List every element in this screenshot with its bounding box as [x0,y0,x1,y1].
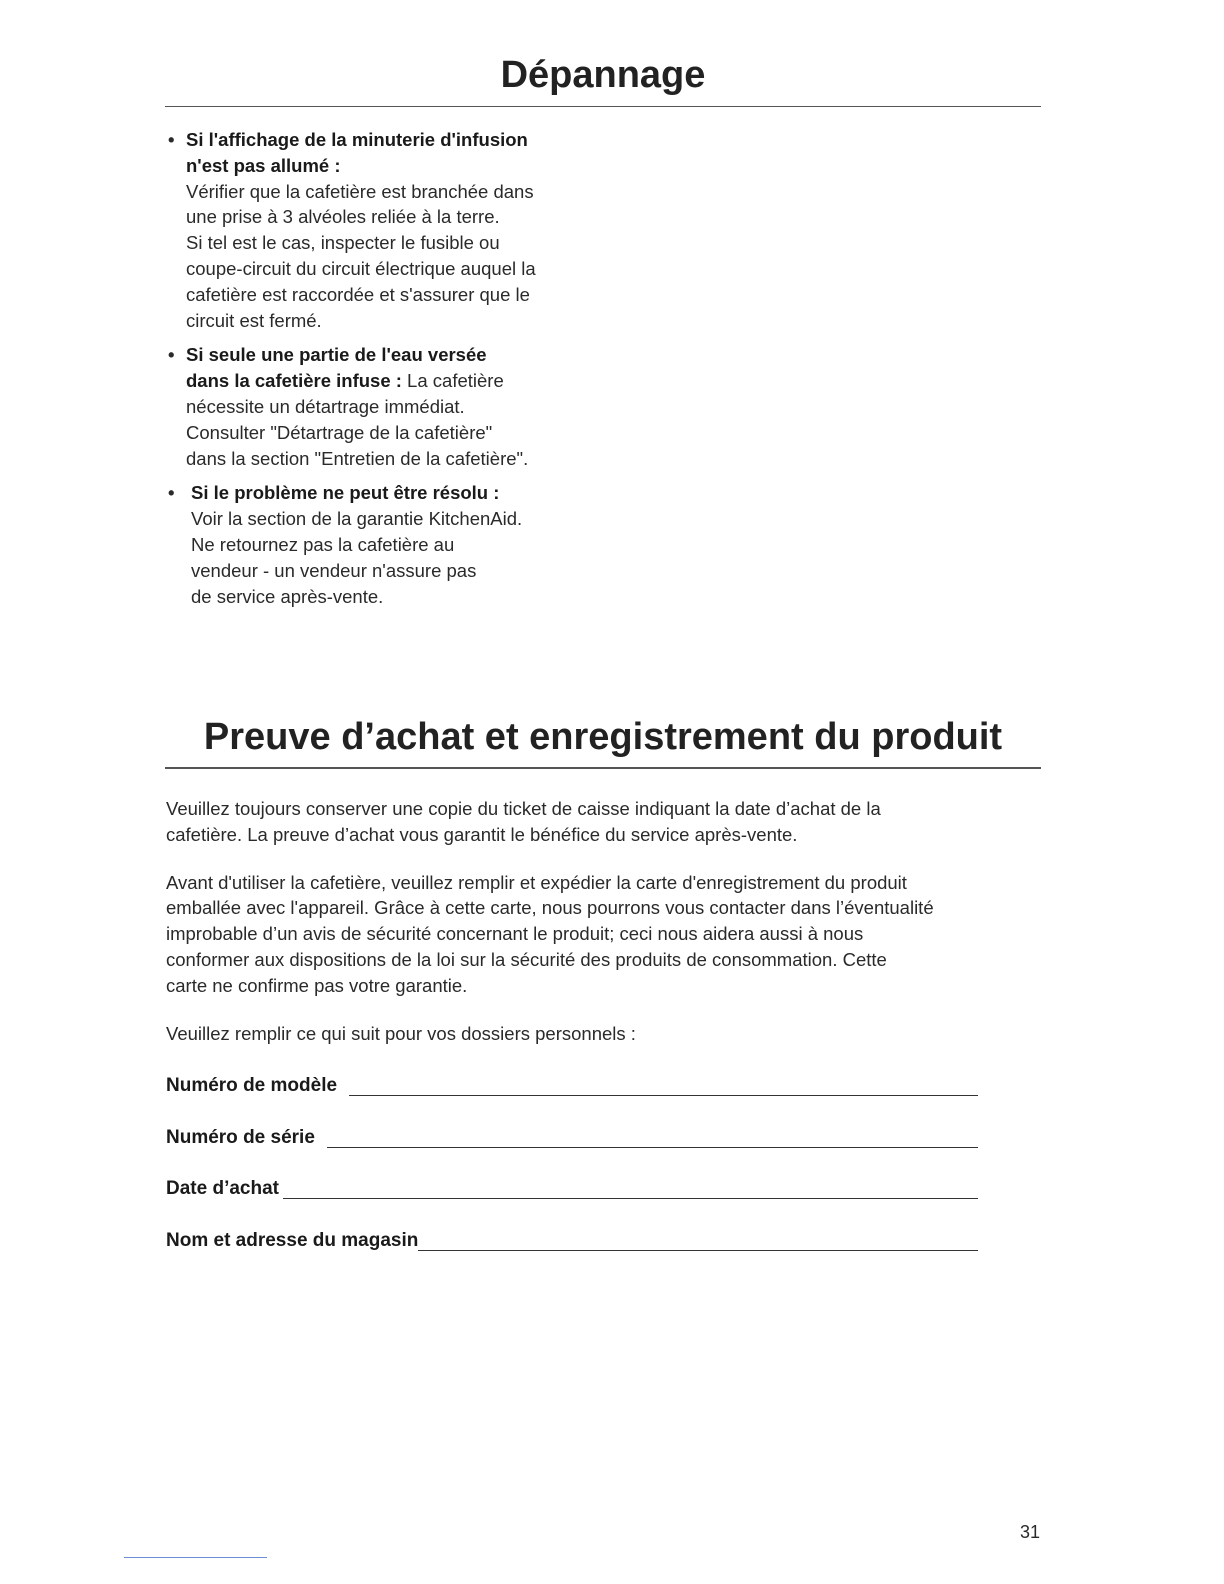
paragraph-line: emballée avec l'appareil. Grâce à cette carte, nous pourrons vous contacter dans l’éventualité [166,897,934,919]
troubleshooting-list [168,127,598,618]
item-text: La cafetière [401,370,504,392]
paragraph [166,796,1046,848]
paragraph-line: improbable d’un avis de sécurité concernant le produit; ceci nous aidera aussi à nous [166,923,864,945]
item-text: vendeur - un vendeur n'assure pas [191,559,477,581]
store-name-address-field[interactable] [418,1250,978,1251]
model-number-field[interactable] [349,1095,978,1096]
item-heading: Si seule une partie de l'eau versée [186,344,487,366]
purchase-date-label: Date d’achat [166,1178,279,1199]
purchase-date-row [166,1174,978,1202]
item-heading: Si l'affichage de la minuterie d'infusion [186,129,528,150]
store-row [166,1226,978,1254]
item-heading: dans la cafetière infuse : [186,370,402,392]
bullet-icon: • [168,344,175,366]
list-item [168,342,598,471]
paragraph-line: Avant d'utiliser la cafetière, veuillez remplir et expédier la carte d'enregistrement du produit [166,871,907,893]
store-name-address-label: Nom et adresse du magasin [166,1229,419,1251]
record-form [166,1071,978,1277]
list-item [168,480,598,609]
paragraph-line: cafetière. La preuve d’achat vous garantit le bénéfice du service après-vente. [166,823,798,845]
paragraph-line: carte ne confirme pas votre garantie. [166,974,468,996]
section-title: Preuve d’achat et enregistrement du produit [203,716,1003,758]
item-text: coupe-circuit du circuit électrique auquel la [186,257,536,279]
item-text: nécessite un détartrage immédiat. [186,395,465,417]
purchase-date-field[interactable] [283,1198,978,1199]
paragraph-line: Veuillez toujours conserver une copie du ticket de caisse indiquant la date d’achat de la [166,798,881,819]
item-text: Voir la section de la garantie KitchenAid. [191,508,523,530]
model-number-label: Numéro de modèle [166,1075,338,1096]
paragraph [166,1021,1046,1047]
item-text: dans la section "Entretien de la cafetière". [186,447,529,469]
item-text: Consulter "Détartrage de la cafetière" [186,421,493,443]
item-text: de service après-vente. [191,585,384,607]
page-title: Dépannage [500,54,706,96]
item-text: Si tel est le cas, inspecter le fusible ou [186,232,500,254]
serial-number-field[interactable] [327,1147,978,1148]
serial-number-label: Numéro de série [166,1126,315,1148]
paragraph [166,870,1046,999]
model-number-row [166,1071,978,1099]
item-text: une prise à 3 alvéoles reliée à la terre. [186,206,500,228]
item-text: Vérifier que la cafetière est branchée dans [186,180,534,202]
paragraph-line: Veuillez remplir ce qui suit pour vos dossiers personnels : [166,1022,636,1044]
item-text: circuit est fermé. [186,309,322,331]
item-heading: n'est pas allumé : [186,154,341,176]
page-number: 31 [1020,1522,1041,1542]
bullet-icon: • [168,129,175,150]
item-text: Ne retournez pas la cafetière au [191,533,455,555]
paragraph-line: conformer aux dispositions de la loi sur la sécurité des produits de consommation. Cette [166,948,887,970]
footer-link-underline [124,1557,267,1558]
item-heading: Si le problème ne peut être résolu : [191,482,500,504]
serial-number-row [166,1123,978,1151]
title-divider [165,106,1041,107]
item-heading-line [186,368,598,394]
item-text: cafetière est raccordée et s'assurer que le [186,283,530,305]
bullet-icon: • [168,482,175,504]
registration-text [166,796,1046,1068]
list-item [168,127,598,333]
section-divider [165,767,1041,769]
